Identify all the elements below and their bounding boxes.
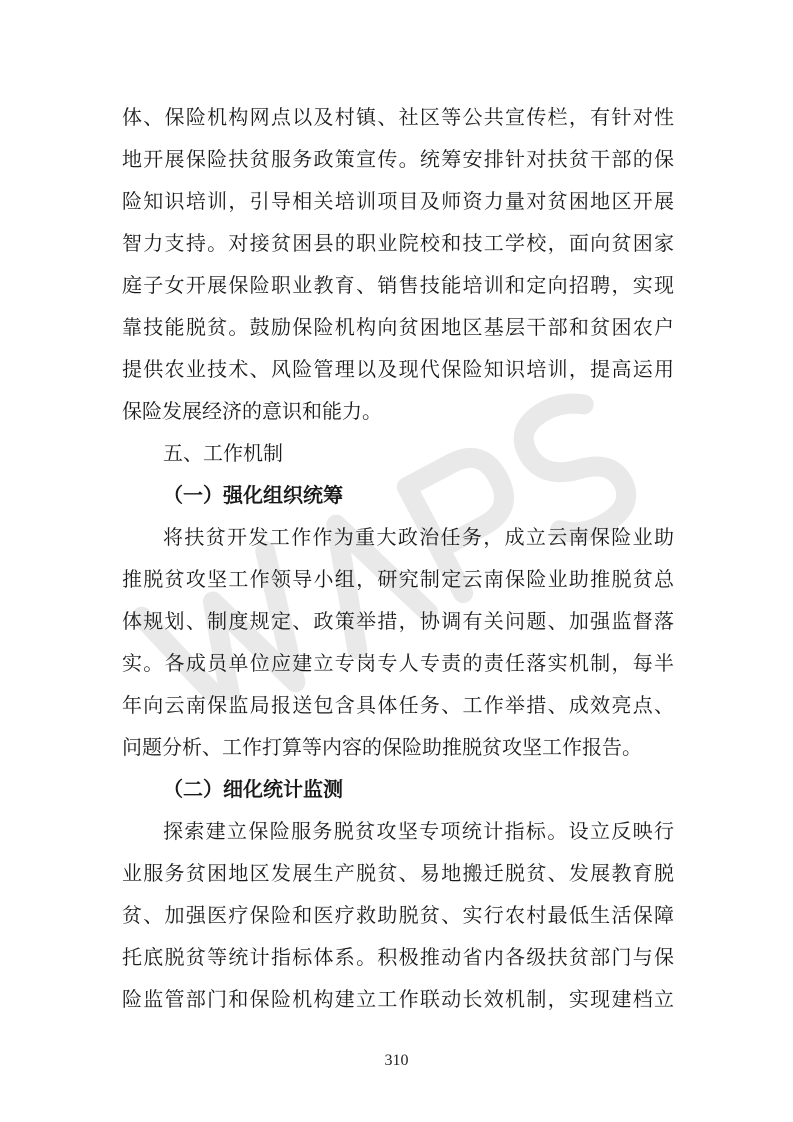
- subsection-heading-1: （一）强化组织统筹: [163, 483, 343, 507]
- text-line: 险知识培训，引导相关培训项目及师资力量对贫困地区开展: [122, 189, 674, 213]
- text-line: 实。各成员单位应建立专岗专人专责的责任落实机制，每半: [122, 651, 674, 675]
- text-line: 地开展保险扶贫服务政策宣传。统筹安排针对扶贫干部的保: [122, 147, 674, 171]
- text-line: 体、保险机构网点以及村镇、社区等公共宣传栏，有针对性: [122, 105, 674, 129]
- text-line: 靠技能脱贫。鼓励保险机构向贫困地区基层干部和贫困农户: [122, 315, 674, 339]
- text-line: 智力支持。对接贫困县的职业院校和技工学校，面向贫困家: [122, 231, 674, 255]
- body-text: [122, 96, 674, 1020]
- text-line: 贫、加强医疗保险和医疗救助脱贫、实行农村最低生活保障: [122, 903, 674, 927]
- subsection-heading-2: （二）细化统计监测: [163, 777, 343, 801]
- text-line: 庭子女开展保险职业教育、销售技能培训和定向招聘，实现: [122, 273, 674, 297]
- text-line: 推脱贫攻坚工作领导小组，研究制定云南保险业助推脱贫总: [122, 567, 674, 591]
- text-line: 问题分析、工作打算等内容的保险助推脱贫攻坚工作报告。: [122, 735, 642, 759]
- section-heading: 五、工作机制: [163, 441, 283, 465]
- text-line: 探索建立保险服务脱贫攻坚专项统计指标。设立反映行: [163, 819, 674, 843]
- text-line: 年向云南保监局报送包含具体任务、工作举措、成效亮点、: [122, 693, 674, 717]
- page-number: 310: [384, 1052, 409, 1069]
- paragraph-1: [122, 96, 674, 432]
- text-line: 体规划、制度规定、政策举措，协调有关问题、加强监督落: [122, 609, 674, 633]
- text-line: 将扶贫开发工作作为重大政治任务，成立云南保险业助: [163, 525, 674, 549]
- paragraph-3: [122, 810, 674, 1020]
- text-line: 保险发展经济的意识和能力。: [122, 399, 382, 423]
- text-line: 业服务贫困地区发展生产脱贫、易地搬迁脱贫、发展教育脱: [122, 861, 674, 885]
- paragraph-2: [122, 516, 674, 768]
- text-line: 提供农业技术、风险管理以及现代保险知识培训，提高运用: [122, 357, 674, 381]
- text-line: 险监管部门和保险机构建立工作联动长效机制，实现建档立: [122, 987, 674, 1011]
- text-line: 托底脱贫等统计指标体系。积极推动省内各级扶贫部门与保: [122, 945, 674, 969]
